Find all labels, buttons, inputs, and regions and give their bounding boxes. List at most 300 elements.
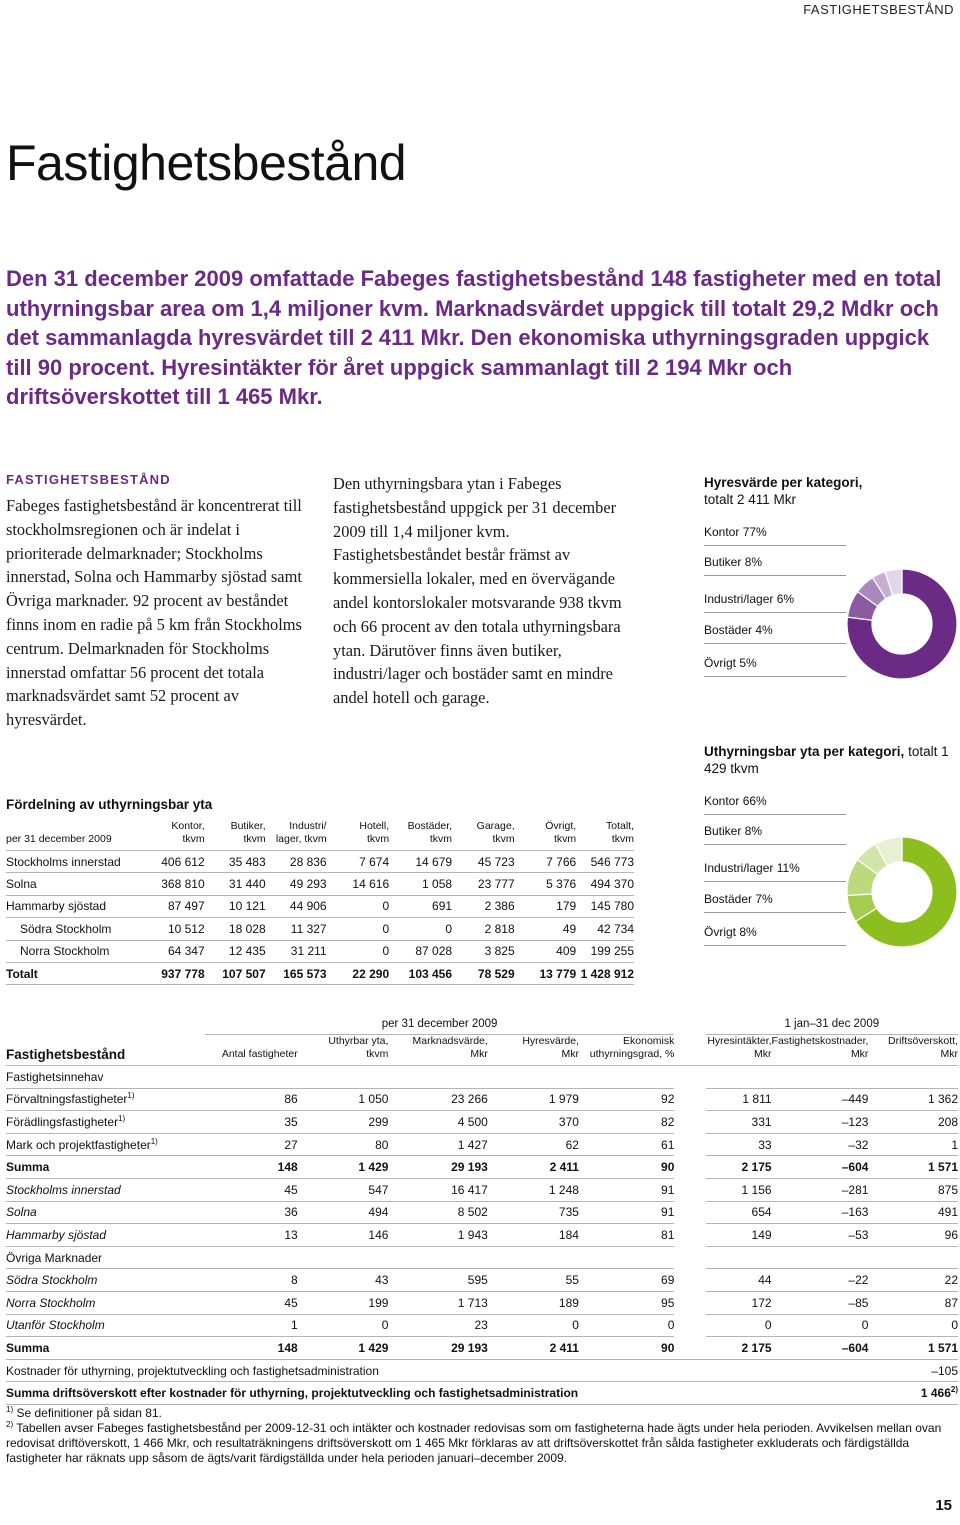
rent-legend-item	[704, 555, 762, 569]
property-col-header	[388, 1035, 487, 1066]
table-cell: 494 370	[576, 873, 634, 895]
area-legend-label: Butiker	[704, 824, 745, 838]
table-cell: 8	[205, 1269, 298, 1292]
table-row	[6, 1133, 958, 1156]
table-cell	[706, 1246, 772, 1269]
property-col-header	[205, 1035, 298, 1066]
table-cell: 691	[389, 895, 452, 917]
area-legend-rule	[704, 945, 846, 946]
col-header-line: Hyresvärde,	[522, 1035, 579, 1047]
table-cell: 49	[515, 918, 577, 940]
distribution-col-header	[266, 820, 327, 851]
table-cell: 546 773	[576, 851, 634, 873]
table-cell: 87 497	[133, 895, 204, 917]
cell-value: –105	[931, 1363, 958, 1378]
group-header-period-end: per 31 december 2009	[205, 1018, 675, 1035]
row-label: Stockholms innerstad	[6, 851, 133, 873]
footnotes	[6, 1406, 956, 1466]
table-cell: 16 417	[388, 1178, 487, 1201]
table-row	[6, 1314, 958, 1337]
table-row	[6, 1156, 958, 1179]
table-row	[6, 940, 634, 962]
row-label-text: Utanför Stockholm	[6, 1318, 105, 1333]
property-table-title: Fastighetsbestånd	[6, 1047, 126, 1062]
row-label-text: Norra Stockholm	[6, 1295, 96, 1310]
rent-legend-label: Butiker	[704, 555, 745, 569]
property-col-header	[706, 1035, 772, 1066]
rent-legend-value: 77%	[742, 525, 767, 539]
table-cell: 1 427	[388, 1133, 487, 1156]
table-cell: 13	[205, 1224, 298, 1247]
footnote-ref: 1)	[118, 1113, 126, 1123]
table-cell: 22	[868, 1269, 958, 1292]
chart-area-title	[704, 743, 954, 777]
table-cell: 0	[772, 1314, 869, 1337]
col-header-line: Fastighetskostnader,	[771, 1035, 869, 1047]
table-row	[6, 1246, 958, 1269]
table-cell: 62	[488, 1133, 579, 1156]
row-label	[6, 1269, 205, 1292]
col-header-line: Industri/	[289, 820, 327, 832]
chart-area-donut	[846, 836, 958, 948]
table-cell: 1 811	[706, 1088, 772, 1111]
table-cell: 199 255	[576, 940, 634, 962]
table-cell: 7 766	[515, 851, 577, 873]
footnote-mark: 2)	[6, 1420, 14, 1429]
table-row	[6, 918, 634, 940]
rent-legend-label: Industri/lager	[704, 592, 777, 606]
body-text-column-1: Fabeges fastighetsbestånd är koncentrerat till stockholmsregionen och är indelat i prioriterade delmarknader; Stockholms innerstad, Solna och Hammarby sjöstad samt Övriga marknader. 92 procent av beståndet finns inom en radie på 5 km från Stockholms centrum. Delmarknaden för Stockholms innerstad omfattar 56 procent det totala marknadsvärdet samt 52 procent av hyresvärdet.	[6, 496, 302, 730]
table-cell: 29 193	[388, 1337, 487, 1360]
table-cell: 165 573	[266, 962, 327, 984]
table-cell: 90	[579, 1337, 674, 1360]
table-cell: –85	[772, 1291, 869, 1314]
table-cell: 2 411	[488, 1156, 579, 1179]
col-header-line: Marknadsvärde,	[412, 1035, 488, 1047]
property-col-header	[579, 1035, 674, 1066]
table-cell	[579, 1246, 674, 1269]
row-label	[6, 1156, 205, 1179]
table-row	[6, 1088, 958, 1111]
rent-legend-item	[704, 656, 757, 670]
table-cell	[388, 1246, 487, 1269]
rent-legend-rule	[704, 676, 846, 677]
row-label-text: Förvaltningsfastigheter	[6, 1092, 128, 1107]
row-label-text: Summa driftsöverskott efter kostnader för uthyrning, projektutveckling och fastighetsadministration	[6, 1386, 579, 1401]
table-cell: 44	[706, 1269, 772, 1292]
table-cell: 31 211	[266, 940, 327, 962]
table-cell: 1 428 912	[576, 962, 634, 984]
table-cell: 33	[706, 1133, 772, 1156]
table-cell	[488, 1246, 579, 1269]
section-heading: FASTIGHETSBESTÅND	[6, 472, 171, 487]
table-cell: 81	[579, 1224, 674, 1247]
row-label	[6, 1314, 205, 1337]
row-label	[6, 1359, 868, 1382]
footnote-ref: 1)	[150, 1136, 158, 1146]
table-cell: 172	[706, 1291, 772, 1314]
table-cell: 23	[388, 1314, 487, 1337]
table-cell: 103 456	[389, 962, 452, 984]
col-header-unit: Mkr	[754, 1048, 772, 1060]
table-cell: 69	[579, 1269, 674, 1292]
table-cell: 0	[298, 1314, 389, 1337]
table-cell	[868, 1382, 958, 1405]
table-cell: 55	[488, 1269, 579, 1292]
table-cell: 3 825	[452, 940, 515, 962]
table-cell: 491	[868, 1201, 958, 1224]
row-label-text: Södra Stockholm	[6, 1273, 98, 1288]
col-header-unit: tkvm	[429, 833, 453, 845]
col-header-unit: tkvm	[243, 833, 266, 845]
row-label	[6, 1178, 205, 1201]
table-cell: 0	[706, 1314, 772, 1337]
area-legend-rule	[704, 881, 846, 882]
table-cell: 0	[327, 895, 390, 917]
row-label	[6, 1224, 205, 1247]
row-label-text: Övriga Marknader	[6, 1250, 103, 1265]
table-row	[6, 851, 634, 873]
table-cell: 90	[579, 1156, 674, 1179]
row-label: Totalt	[6, 962, 133, 984]
table-cell: 208	[868, 1111, 958, 1134]
table-cell: 1 571	[868, 1337, 958, 1360]
footnote-ref: 2)	[950, 1385, 958, 1395]
table-cell: 31 440	[205, 873, 266, 895]
table-cell: 49 293	[266, 873, 327, 895]
table-cell: –281	[772, 1178, 869, 1201]
row-label	[6, 1066, 958, 1089]
rent-legend-value: 8%	[744, 555, 763, 569]
rent-legend-rule	[704, 612, 846, 613]
table-cell: 80	[298, 1133, 389, 1156]
area-legend-value: 7%	[755, 892, 773, 906]
table-cell: 1	[205, 1314, 298, 1337]
table-cell: 146	[298, 1224, 389, 1247]
area-legend-label: Industri/lager	[704, 861, 777, 875]
footnote-text: Se definitioner på sidan 81.	[13, 1406, 162, 1420]
table-cell: 18 028	[205, 918, 266, 940]
col-header-line: Bostäder,	[407, 820, 453, 832]
table-row	[6, 1224, 958, 1247]
table-cell: 13 779	[515, 962, 577, 984]
chart-rent-title-bold: Hyresvärde per kategori,	[704, 475, 863, 490]
distribution-col-header	[133, 820, 204, 851]
table-cell: 78 529	[452, 962, 515, 984]
lead-paragraph: Den 31 december 2009 omfattade Fabeges fastighetsbestånd 148 fastigheter med en total uthyrningsbar area om 1,4 miljoner kvm. Marknadsvärdet uppgick till totalt 29,2 Mdkr och det sammanlagda hyresvärdet till 2 411 Mkr. Den ekonomiska uthyrningsgraden uppgick till 90 procent. Hyresintäkter för året uppgick sammanlagt till 2 194 Mkr och driftsöverskottet till 1 465 Mkr.	[6, 266, 942, 409]
col-header-line: Garage,	[476, 820, 515, 832]
table-cell: 145 780	[576, 895, 634, 917]
table-cell: 547	[298, 1178, 389, 1201]
table-cell: 36	[205, 1201, 298, 1224]
row-label-text: Förädlingsfastigheter	[6, 1114, 119, 1129]
row-label	[6, 1111, 205, 1134]
row-label-text: Stockholms innerstad	[6, 1182, 121, 1197]
table-cell: –123	[772, 1111, 869, 1134]
rent-legend-item	[704, 592, 794, 606]
table-cell: 91	[579, 1201, 674, 1224]
row-label	[6, 1291, 205, 1314]
footnote-ref: 1)	[127, 1091, 135, 1101]
table-cell: 0	[389, 918, 452, 940]
distribution-table-title: Fördelning av uthyrningsbar yta	[6, 797, 213, 812]
table-cell: 1 713	[388, 1291, 487, 1314]
table-cell: 299	[298, 1111, 389, 1134]
table-cell: 370	[488, 1111, 579, 1134]
row-label-text: Solna	[6, 1205, 37, 1220]
row-label: Norra Stockholm	[6, 940, 133, 962]
table-row	[6, 1269, 958, 1292]
rent-legend-label: Kontor	[704, 525, 743, 539]
table-cell: –163	[772, 1201, 869, 1224]
table-cell: 1 429	[298, 1156, 389, 1179]
property-col-header	[868, 1035, 958, 1066]
area-legend-item	[704, 794, 767, 808]
distribution-date-label: per 31 december 2009	[6, 833, 112, 845]
rent-legend-item	[704, 623, 773, 637]
col-header-unit: uthyrningsgrad, %	[589, 1048, 675, 1060]
table-cell: 368 810	[133, 873, 204, 895]
table-cell: 654	[706, 1201, 772, 1224]
table-cell: 0	[327, 918, 390, 940]
table-row	[6, 1178, 958, 1201]
col-header-unit: Mkr	[470, 1048, 488, 1060]
table-cell: 44 906	[266, 895, 327, 917]
distribution-col-header	[515, 820, 577, 851]
table-cell: 7 674	[327, 851, 390, 873]
table-row	[6, 1291, 958, 1314]
table-cell: 2 175	[706, 1337, 772, 1360]
rent-legend-value: 4%	[755, 623, 773, 637]
table-row	[6, 873, 634, 895]
area-legend-value: 8%	[744, 824, 763, 838]
table-cell: 10 512	[133, 918, 204, 940]
col-header-line: Övrigt,	[545, 820, 577, 832]
row-label-text: Kostnader för uthyrning, projektutveckling och fastighetsadministration	[6, 1363, 379, 1378]
table-cell: 42 734	[576, 918, 634, 940]
table-cell: 1	[868, 1133, 958, 1156]
footnote-mark: 1)	[6, 1405, 14, 1414]
col-header-unit: Mkr	[940, 1048, 958, 1060]
table-cell: 10 121	[205, 895, 266, 917]
area-legend-label: Kontor	[704, 794, 743, 808]
table-cell: 91	[579, 1178, 674, 1201]
table-cell: 1 362	[868, 1088, 958, 1111]
table-cell: 87	[868, 1291, 958, 1314]
table-cell	[868, 1246, 958, 1269]
table-cell: 0	[327, 940, 390, 962]
area-legend-item	[704, 925, 757, 939]
table-cell: 87 028	[389, 940, 452, 962]
table-cell: 2 411	[488, 1337, 579, 1360]
table-cell: 27	[205, 1133, 298, 1156]
table-cell: 64 347	[133, 940, 204, 962]
table-cell: 149	[706, 1224, 772, 1247]
area-legend-rule	[704, 844, 846, 845]
col-header-unit: tkvm	[366, 1048, 389, 1060]
chart-rent-title-rest: totalt 2 411 Mkr	[704, 492, 797, 507]
page-number: 15	[935, 1497, 952, 1514]
area-legend-value: 66%	[742, 794, 767, 808]
property-summary-table	[6, 1018, 958, 1405]
col-header-unit: Mkr	[850, 1048, 869, 1060]
row-label	[6, 1201, 205, 1224]
table-cell: 23 266	[388, 1088, 487, 1111]
col-header-unit: tkvm	[554, 833, 577, 845]
col-header-unit: tkvm	[366, 833, 390, 845]
area-legend-rule	[704, 814, 846, 815]
col-header-line: Ekonomisk	[623, 1035, 675, 1047]
table-cell: 2 175	[706, 1156, 772, 1179]
table-cell: 61	[579, 1133, 674, 1156]
table-cell: –449	[772, 1088, 869, 1111]
table-cell: 23 777	[452, 873, 515, 895]
table-cell: 189	[488, 1291, 579, 1314]
area-legend-item	[704, 824, 762, 838]
col-header-line: Butiker,	[230, 820, 266, 832]
rent-legend-label: Bostäder	[704, 623, 756, 637]
table-cell: 92	[579, 1088, 674, 1111]
table-cell: 82	[579, 1111, 674, 1134]
table-cell: 43	[298, 1269, 389, 1292]
distribution-table	[6, 820, 634, 985]
table-cell: 45 723	[452, 851, 515, 873]
group-header-year: 1 jan–31 dec 2009	[706, 1018, 958, 1035]
table-cell: –53	[772, 1224, 869, 1247]
table-cell: 12 435	[205, 940, 266, 962]
area-legend-label: Bostäder	[704, 892, 756, 906]
table-cell	[205, 1246, 298, 1269]
col-header-unit: lager, tkvm	[275, 833, 327, 845]
distribution-col-header	[389, 820, 452, 851]
table-cell	[298, 1246, 389, 1269]
table-cell: 0	[868, 1314, 958, 1337]
table-cell: –604	[772, 1337, 869, 1360]
table-cell: 875	[868, 1178, 958, 1201]
table-cell: 1 058	[389, 873, 452, 895]
table-cell: 45	[205, 1291, 298, 1314]
footnote	[6, 1406, 956, 1421]
table-cell: 28 836	[266, 851, 327, 873]
table-cell: 35	[205, 1111, 298, 1134]
table-cell: 179	[515, 895, 577, 917]
area-legend-rule	[704, 912, 846, 913]
table-cell: 148	[205, 1156, 298, 1179]
chart-rent-donut	[846, 568, 958, 680]
col-header-line: Uthyrbar yta,	[328, 1035, 389, 1047]
table-cell: 199	[298, 1291, 389, 1314]
table-row	[6, 962, 634, 984]
table-cell: 1 429	[298, 1337, 389, 1360]
table-cell: 1 156	[706, 1178, 772, 1201]
table-row	[6, 1337, 958, 1360]
table-row	[6, 1359, 958, 1382]
distribution-col-header	[452, 820, 515, 851]
table-cell: 1 943	[388, 1224, 487, 1247]
table-cell: 4 500	[388, 1111, 487, 1134]
property-col-header	[772, 1035, 869, 1066]
table-row	[6, 895, 634, 917]
area-legend-item	[704, 861, 800, 875]
table-cell: 184	[488, 1224, 579, 1247]
table-cell: 8 502	[388, 1201, 487, 1224]
table-cell: 1 571	[868, 1156, 958, 1179]
rent-legend-label: Övrigt	[704, 656, 740, 670]
table-cell: 5 376	[515, 873, 577, 895]
distribution-col-header	[576, 820, 634, 851]
table-cell: 735	[488, 1201, 579, 1224]
table-cell: 22 290	[327, 962, 390, 984]
col-header-line: Hotell,	[359, 820, 390, 832]
table-cell: 45	[205, 1178, 298, 1201]
footnote	[6, 1421, 956, 1466]
footnote-text: Tabellen avser Fabeges fastighetsbestånd per 2009-12-31 och intäkter och kostnader redovisas som om fastigheterna hade ägts under hela perioden. Avvikelsen mellan ovan redovisat driftöverskott, 1 466 Mkr, och resultaträkningens driftsöverskott om 1 465 Mkr förklaras av att driftsöverskottet från sålda fastigheter exkluderats och färdigställda fastigheter har räknats upp såsom de ägts/varit färdigställda under hela perioden januari–december 2009.	[6, 1421, 942, 1465]
table-cell: 11 327	[266, 918, 327, 940]
row-label	[6, 1382, 868, 1405]
col-header-line: Antal fastigheter	[221, 1048, 298, 1060]
table-row	[6, 1066, 958, 1089]
rent-legend-rule	[704, 575, 846, 576]
page-title: Fastighetsbestånd	[6, 135, 407, 191]
table-cell: 148	[205, 1337, 298, 1360]
table-cell: 1 248	[488, 1178, 579, 1201]
table-cell: 2 386	[452, 895, 515, 917]
table-cell: 35 483	[205, 851, 266, 873]
col-header-line: Kontor,	[171, 820, 205, 832]
table-cell: 107 507	[205, 962, 266, 984]
row-label-text: Fastighetsinnehav	[6, 1069, 104, 1084]
table-cell: 409	[515, 940, 577, 962]
table-cell: 1 979	[488, 1088, 579, 1111]
table-cell: 0	[579, 1314, 674, 1337]
col-header-unit: tkvm	[182, 833, 205, 845]
rent-legend-rule	[704, 545, 846, 546]
row-label-text: Summa	[6, 1340, 50, 1355]
table-cell: 406 612	[133, 851, 204, 873]
rent-legend-value: 5%	[739, 656, 757, 670]
area-legend-item	[704, 892, 773, 906]
table-cell: 2 818	[452, 918, 515, 940]
table-cell	[868, 1359, 958, 1382]
rent-legend-value: 6%	[776, 592, 795, 606]
col-header-unit: tkvm	[492, 833, 515, 845]
table-cell: 494	[298, 1201, 389, 1224]
table-row	[6, 1111, 958, 1134]
table-cell: 96	[868, 1224, 958, 1247]
area-legend-value: 11%	[776, 861, 800, 875]
chart-area-title-rest: totalt 1 429 tkvm	[704, 744, 949, 776]
col-header-line: Totalt,	[605, 820, 634, 832]
property-col-header	[488, 1035, 579, 1066]
running-header: FASTIGHETSBESTÅND	[803, 2, 954, 17]
col-header-line: Driftsöverskott,	[887, 1035, 958, 1047]
col-header-unit: tkvm	[611, 833, 634, 845]
row-label	[6, 1337, 205, 1360]
row-label-text: Hammarby sjöstad	[6, 1227, 107, 1242]
chart-area-title-bold: Uthyrningsbar yta per kategori,	[704, 744, 905, 759]
area-legend-label: Övrigt	[704, 925, 740, 939]
table-cell: 331	[706, 1111, 772, 1134]
table-cell: 0	[488, 1314, 579, 1337]
distribution-col-header	[205, 820, 266, 851]
col-header-line: Hyresintäkter,	[707, 1035, 772, 1047]
cell-value: 1 466	[920, 1386, 951, 1401]
table-cell: 937 778	[133, 962, 204, 984]
rent-legend-item	[704, 525, 767, 539]
table-cell	[772, 1246, 869, 1269]
rent-legend-rule	[704, 643, 846, 644]
table-cell: 1 050	[298, 1088, 389, 1111]
